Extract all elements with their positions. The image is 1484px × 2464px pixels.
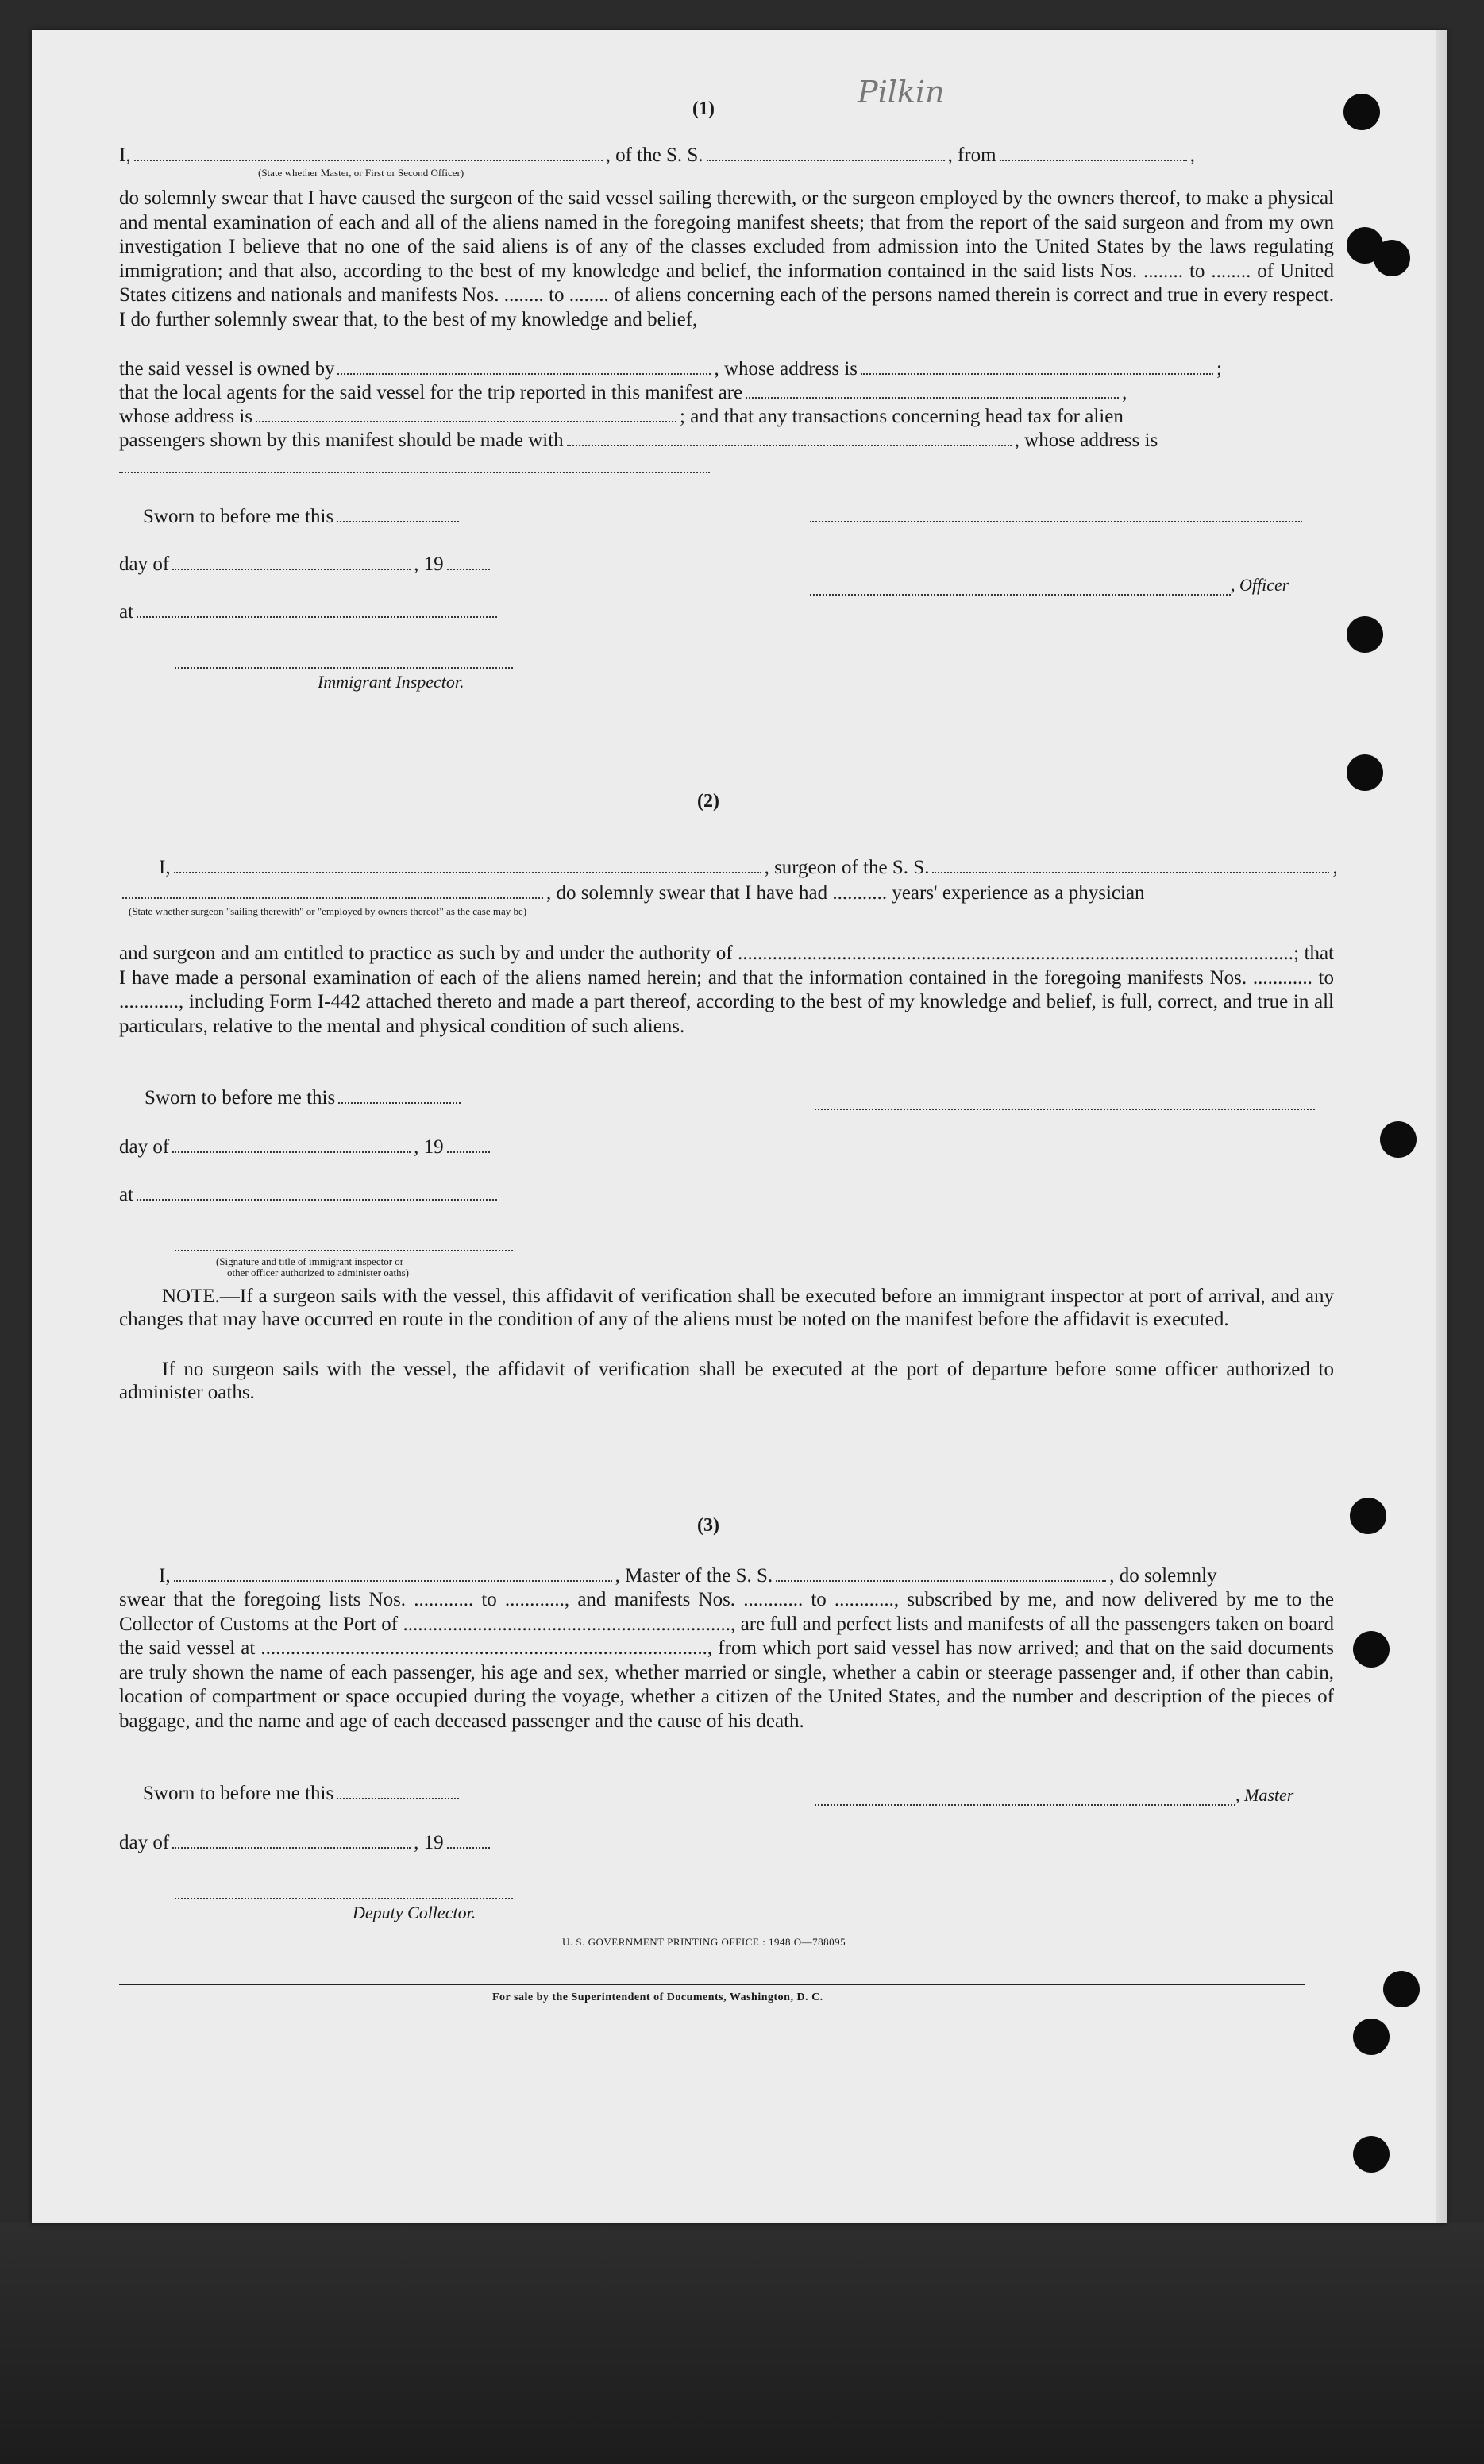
owned-by-line: the said vessel is owned by , whose address is ; — [119, 358, 1222, 380]
officer-signature-line — [810, 519, 1302, 522]
officer-hint: (State whether Master, or First or Second Officer) — [258, 167, 464, 179]
sworn-line-1: Sworn to before me this — [143, 505, 462, 529]
surgeon-hint: (State whether surgeon "sailing therewith" or "employed by owners thereof" as the case may be) — [129, 905, 527, 917]
footer-rule — [119, 1984, 1305, 1985]
sworn-line-2: Sworn to before me this — [145, 1086, 464, 1110]
inspector-signature-line — [175, 665, 513, 669]
punch-hole — [1350, 1498, 1386, 1534]
for-sale-line: For sale by the Superintendent of Documents, Washington, D. C. — [492, 1992, 823, 2003]
punch-hole — [1353, 2019, 1390, 2055]
section-3-number: (3) — [697, 1515, 719, 1536]
section-2-second-line: , do solemnly swear that I have had ........... years' experience as a physician — [119, 881, 1145, 905]
address-continuation-line — [119, 470, 710, 473]
punch-hole — [1374, 240, 1410, 276]
section-1-first-line: I, , of the S. S. , from , — [119, 145, 1195, 166]
section-3-first-line: I, , Master of the S. S. , do solemnly — [159, 1565, 1217, 1587]
day-of-line-3: day of , 19 — [119, 1831, 493, 1855]
master-label: , Master — [1235, 1785, 1294, 1805]
passengers-line: passengers shown by this manifest should be made with , whose address is — [119, 430, 1158, 451]
paper-edge — [1436, 30, 1447, 2223]
at-line-2: at — [119, 1183, 500, 1207]
whose-address-line: whose address is ; and that any transactions concerning head tax for alien — [119, 406, 1124, 427]
authorized-officer-signature-line — [175, 1248, 513, 1251]
punch-hole — [1383, 1971, 1420, 2007]
section-1-paragraph: do solemnly swear that I have caused the surgeon of the said vessel sailing therewith, or the surgeon employed by the owners thereof, to make a physical and mental examination of each and all of the aliens named in the foregoing manifest sheets; that from the report of the said surgeon and from my own investigation I believe that no one of the said aliens is of any of the classes excluded from admission into the United States by the laws regulating immigration; and that also, according to the best of my knowledge and belief, the information contained in the said lists Nos. ........ to ........ of United States citizens and nationals and manifests Nos. ........ to ........ of aliens concerning each of the persons named therein is correct and true in every respect. I do further solemnly swear that, to the best of my knowledge and belief, — [119, 187, 1334, 330]
surgeon-signature-line — [815, 1107, 1315, 1110]
section-3-paragraph: swear that the foregoing lists Nos. ............ to ............, and manifests Nos. ............ to ............, subscribed by me, and now delivered by me to the Collector of Customs at the Port of .................................................................., are full and perfect lists and manifests of all the passengers taken on board the said vessel at .........................................................................................., from which port said vessel has now arrived; and that on the said documents are truly shown the name of each passenger, his age and sex, whether married or single, whether a cabin or steerage passenger and, if other than cabin, location of compartment or space occupied during the voyage, whether a citizen of the United States, and the number and description of the pieces of baggage, and the name and age of each deceased passenger and the cause of his death. — [119, 1589, 1334, 1732]
scanner-background — [0, 2223, 1484, 2464]
collector-label: Deputy Collector. — [353, 1903, 476, 1922]
local-agents-line: that the local agents for the said vessel for the trip reported in this manifest are , — [119, 382, 1127, 403]
form-page — [32, 30, 1447, 2223]
surgeon-note-2: If no surgeon sails with the vessel, the affidavit of verification shall be executed at the port of departure before some officer authorized to administer oaths. — [119, 1359, 1334, 1403]
punch-hole — [1347, 754, 1383, 791]
punch-hole — [1343, 94, 1380, 130]
signature-hint-1: (Signature and title of immigrant inspector or — [216, 1255, 404, 1267]
day-of-line-1: day of , 19 — [119, 553, 493, 576]
sworn-line-3: Sworn to before me this — [143, 1782, 462, 1806]
punch-hole — [1353, 1631, 1390, 1668]
punch-hole — [1380, 1121, 1417, 1158]
day-of-line-2: day of , 19 — [119, 1136, 493, 1159]
section-2-paragraph: and surgeon and am entitled to practice as such by and under the authority of ................................................................................................................; that I have made a personal examination of each of the aliens named herein; and that the information contained in the foregoing manifests Nos. ............ to ............, including Form I-442 attached thereto and made a part thereof, according to the best of my knowledge and belief, is full, correct, and true in all particulars, relative to the mental and physical condition of such aliens. — [119, 943, 1334, 1037]
master-signature-line — [815, 1803, 1235, 1806]
officer-label: , Officer — [1231, 575, 1289, 595]
punch-hole — [1353, 2136, 1390, 2173]
collector-signature-line — [175, 1896, 513, 1899]
signature-hint-2: other officer authorized to administer oaths) — [227, 1267, 409, 1278]
officer-name-line — [810, 592, 1231, 596]
printing-office-line: U. S. GOVERNMENT PRINTING OFFICE : 1948 O—788095 — [562, 1936, 846, 1948]
handwritten-note: Pilkin — [858, 75, 945, 110]
punch-hole — [1347, 616, 1383, 653]
inspector-label: Immigrant Inspector. — [318, 672, 464, 692]
section-1-number: (1) — [692, 98, 715, 119]
at-line-1: at — [119, 600, 500, 624]
section-2-first-line: I, , surgeon of the S. S. , — [159, 857, 1338, 878]
section-2-number: (2) — [697, 791, 719, 812]
surgeon-note-1: NOTE.—If a surgeon sails with the vessel, this affidavit of verification shall be executed before an immigrant inspector at port of arrival, and any changes that may have occurred en route in the condition of any of the aliens must be noted on the manifest before the affidavit is executed. — [119, 1286, 1334, 1330]
